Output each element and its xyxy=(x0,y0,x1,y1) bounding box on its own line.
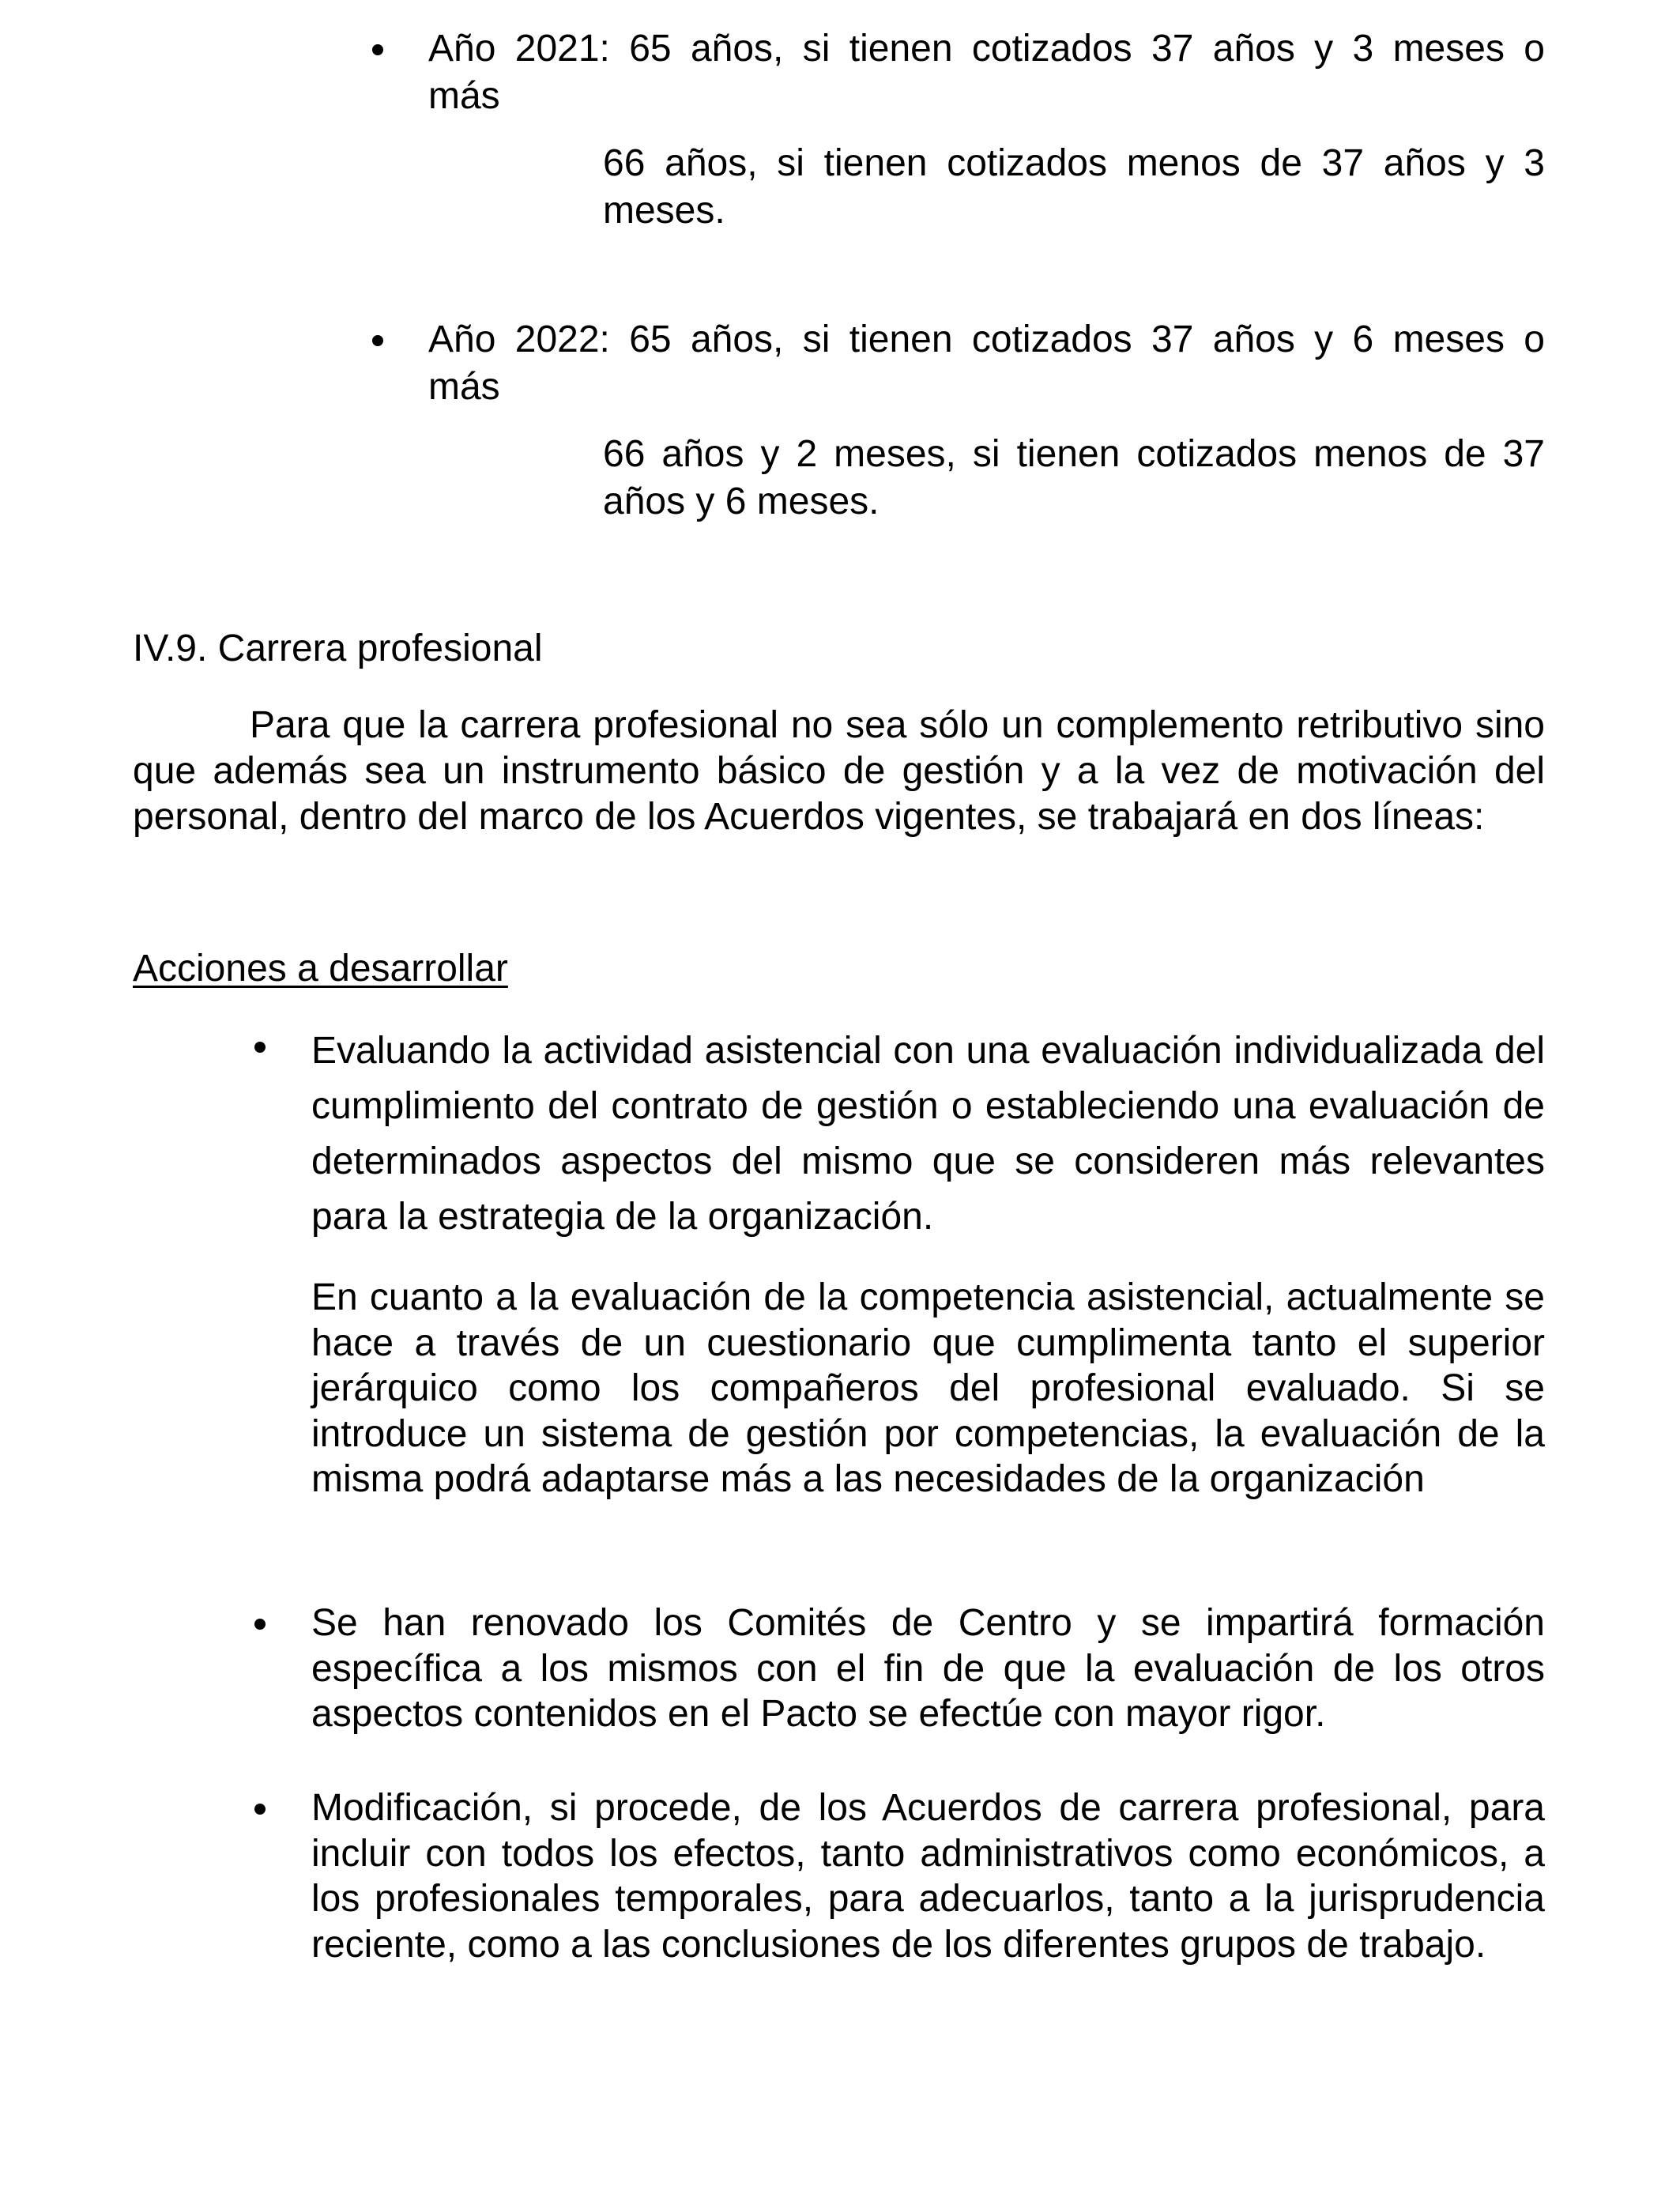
bullet-icon xyxy=(372,44,383,55)
bullet-icon xyxy=(372,335,383,346)
retirement-item-sub-line: 66 años, si tienen cotizados menos de 37 años y 3 xyxy=(603,142,1545,184)
actions-heading: Acciones a desarrollar xyxy=(133,948,508,990)
action-paragraph-followup: En cuanto a la evaluación de la competencia asistencial, actualmente se hace a través de un cuestionario que cumplimenta tanto el superior jerárquico como los compañeros del profesional evaluado. Si se introduce un sistema de gestión por competencias, la evaluación de la misma podrá adaptarse más a las necesidades de la organización xyxy=(311,1276,1545,1500)
bullet-icon xyxy=(254,1042,266,1053)
retirement-item-main-line: Año 2022: 65 años, si tienen cotizados 37 años y 6 meses o xyxy=(428,319,1545,360)
retirement-item-main-cont: más xyxy=(428,366,500,408)
retirement-item-main-cont: más xyxy=(428,75,500,117)
retirement-item-sub-cont: meses. xyxy=(603,190,725,232)
bullet-icon xyxy=(254,1804,266,1815)
section-heading: IV.9. Carrera profesional xyxy=(133,628,543,669)
retirement-item-main-line: Año 2021: 65 años, si tienen cotizados 37 años y 3 meses o xyxy=(428,28,1545,70)
intro-paragraph: Para que la carrera profesional no sea sólo un complemento retributivo sino que además sea un instrumento básico de gestión y a la vez de motivación del personal, dentro del marco de los Acuerdos vigentes, se trabajará en dos líneas: xyxy=(133,704,1545,838)
action-paragraph: Evaluando la actividad asistencial con una evaluación individualizada del cumplimiento del contrato de gestión o estableciendo una evaluación de determinados aspectos del mismo que se consideren más relevantes para la estrategia de la organización. xyxy=(311,1030,1545,1238)
bullet-icon xyxy=(254,1619,266,1630)
action-paragraph: Se han renovado los Comités de Centro y se impartirá formación específica a los mismos con el fin de que la evaluación de los otros aspectos contenidos en el Pacto se efectúe con mayor rigor. xyxy=(311,1602,1545,1735)
retirement-item-sub-cont: años y 6 meses. xyxy=(603,481,880,522)
action-paragraph: Modificación, si procede, de los Acuerdos de carrera profesional, para incluir con todos los efectos, tanto administrativos como económicos, a los profesionales temporales, para adecuarlos, tanto a la jurisprudencia reciente, como a las conclusiones de los diferentes grupos de trabajo. xyxy=(311,1787,1545,1966)
retirement-item-sub-line: 66 años y 2 meses, si tienen cotizados menos de 37 xyxy=(603,433,1545,475)
